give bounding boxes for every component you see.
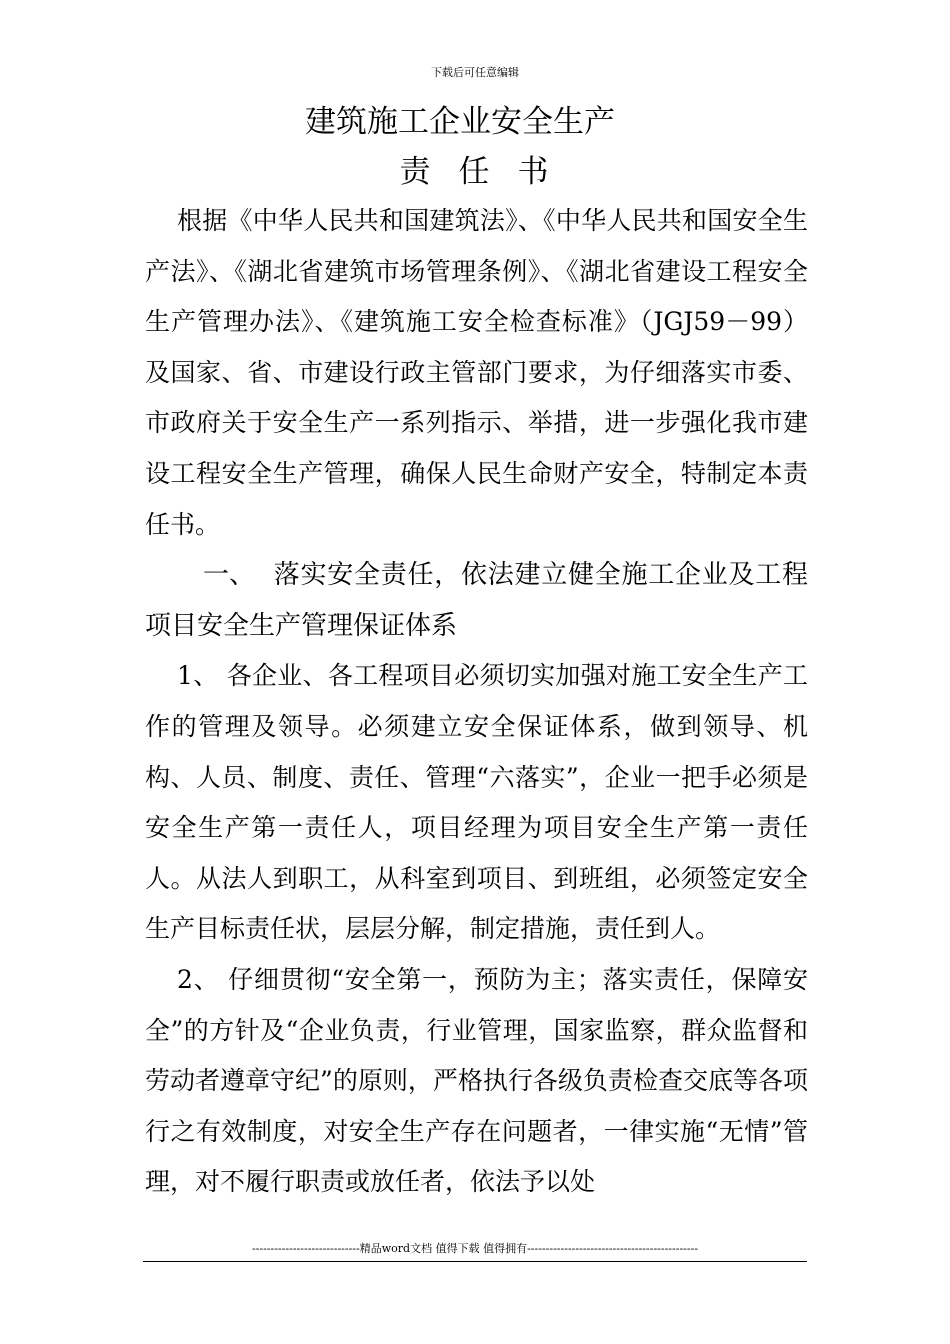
footer-text: -----------------------------精品word文档 值得下载 值得拥有---------------------------------------------- xyxy=(251,1242,699,1255)
header-note: 下载后可任意编辑 xyxy=(431,66,519,79)
intro-paragraph: 根据《中华人民共和国建筑法》、《中华人民共和国安全生产法》、《湖北省建筑市场管理条例》、《湖北省建设工程安全生产管理办法》、《建筑施工安全检查标准》（JGJ59－99）及国家、省、市建设行政主管部门要求，为仔细落实市委、市政府关于安全生产一系列指示、举措，进一步强化我市建设工程安全生产管理，确保人民生命财产安全，特制定本责任书。 xyxy=(145,206,808,539)
document-subtitle: 责任书 xyxy=(399,154,577,190)
document-body xyxy=(145,196,808,1208)
list-item: 1、 各企业、各工程项目必须切实加强对施工安全生产工作的管理及领导。必须建立安全保证体系，做到领导、机构、人员、制度、责任、管理“六落实”，企业一把手必须是安全生产第一责任人，项目经理为项目安全生产第一责任人。从法人到职工，从科室到项目、到班组，必须签定安全生产目标责任状，层层分解，制定措施，责任到人。 xyxy=(145,661,808,944)
section-heading xyxy=(145,550,808,651)
section-heading-text: 落实安全责任，依法建立健全施工企业及工程项目安全生产管理保证体系 xyxy=(145,560,808,641)
document-title: 建筑施工企业安全生产 xyxy=(305,104,615,140)
footer-divider xyxy=(143,1261,807,1262)
section-number: 一、 xyxy=(203,560,256,591)
list-item: 2、 仔细贯彻“安全第一，预防为主；落实责任，保障安全”的方针及“企业负责，行业管理，国家监察，群众监督和劳动者遵章守纪”的原则，严格执行各级负责检查交底等各项行之有效制度，对安全生产存在问题者，一律实施“无情”管理，对不履行职责或放任者，依法予以处 xyxy=(145,964,808,1197)
